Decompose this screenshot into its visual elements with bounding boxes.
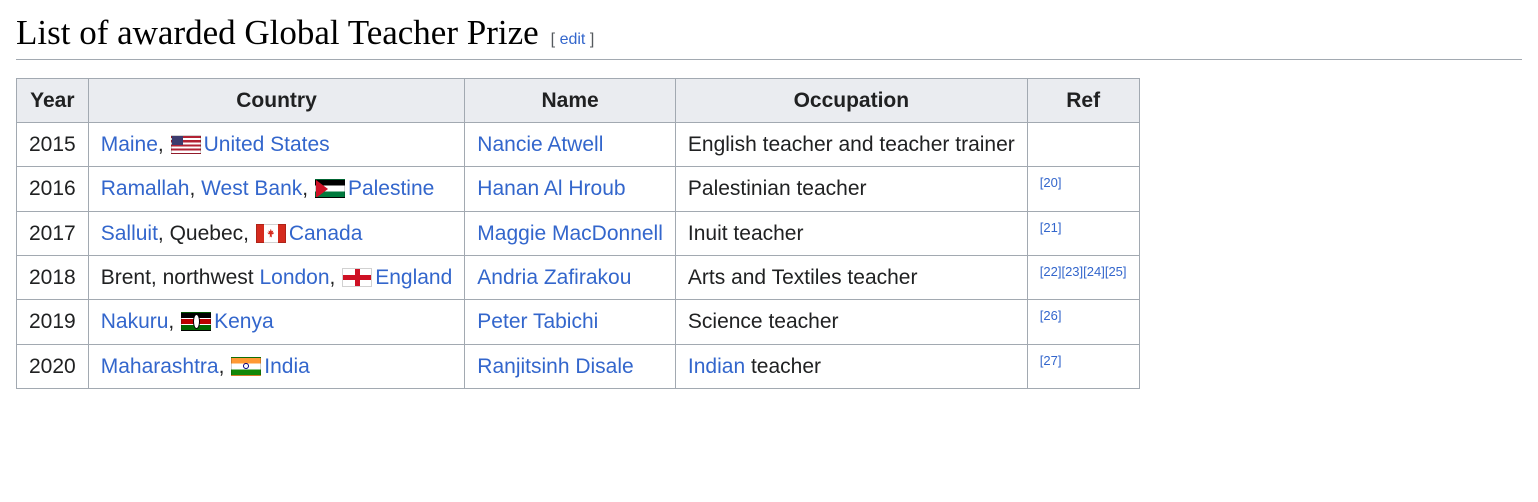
country-link[interactable]: Palestine bbox=[347, 177, 435, 201]
reference-link[interactable]: [22] bbox=[1039, 264, 1062, 280]
country-link[interactable]: Ramallah bbox=[100, 177, 190, 201]
country-link[interactable]: India bbox=[264, 354, 310, 378]
reference-marker bbox=[1061, 264, 1083, 279]
reference-marker bbox=[1105, 264, 1127, 279]
laureate-name-link[interactable]: Ranjitsinh Disale bbox=[477, 354, 634, 378]
table-row bbox=[17, 211, 1140, 255]
reference-link[interactable]: [24] bbox=[1083, 264, 1105, 280]
table-row bbox=[17, 300, 1140, 344]
country-text: , bbox=[168, 310, 181, 334]
flag-ps-icon bbox=[315, 179, 345, 198]
occupation-text: teacher bbox=[745, 354, 822, 378]
flag-us-icon bbox=[171, 135, 201, 154]
cell-country bbox=[88, 211, 465, 255]
cell-occupation bbox=[675, 167, 1027, 211]
cell-country bbox=[88, 256, 465, 300]
cell-year: 2019 bbox=[17, 300, 89, 344]
country-link[interactable]: Maharashtra bbox=[100, 354, 219, 378]
cell-ref bbox=[1027, 122, 1139, 166]
section-heading bbox=[16, 14, 1522, 60]
reference-marker bbox=[1083, 264, 1105, 279]
laureate-name-link[interactable]: Peter Tabichi bbox=[477, 310, 599, 334]
edit-link[interactable]: edit bbox=[559, 31, 586, 48]
cell-name bbox=[465, 344, 676, 388]
country-link[interactable]: London bbox=[259, 266, 330, 290]
reference-marker bbox=[1040, 353, 1062, 368]
flag-in-icon bbox=[231, 357, 261, 376]
occupation-text: Science teacher bbox=[687, 310, 839, 334]
table-body bbox=[17, 122, 1140, 388]
cell-occupation bbox=[675, 256, 1027, 300]
table-header bbox=[17, 78, 1140, 122]
reference-link[interactable]: [25] bbox=[1104, 264, 1127, 280]
cell-country bbox=[88, 300, 465, 344]
reference-marker bbox=[1040, 264, 1062, 279]
flag-ca-icon bbox=[256, 224, 286, 243]
column-header-occupation: Occupation bbox=[675, 78, 1027, 122]
reference-link[interactable]: [27] bbox=[1039, 352, 1062, 368]
edit-section-link bbox=[551, 31, 595, 49]
cell-name bbox=[465, 211, 676, 255]
column-header-country: Country bbox=[88, 78, 465, 122]
country-text: , bbox=[157, 132, 170, 156]
column-header-year: Year bbox=[17, 78, 89, 122]
column-header-ref: Ref bbox=[1027, 78, 1139, 122]
laureate-name-link[interactable]: Nancie Atwell bbox=[477, 132, 604, 156]
page-title: List of awarded Global Teacher Prize bbox=[16, 13, 539, 52]
laureate-name-link[interactable]: Andria Zafirakou bbox=[477, 266, 632, 290]
cell-year: 2018 bbox=[17, 256, 89, 300]
country-text: , bbox=[329, 266, 342, 290]
occupation-text: Palestinian teacher bbox=[687, 177, 867, 201]
country-text: , Quebec, bbox=[157, 221, 255, 245]
reference-link[interactable]: [20] bbox=[1039, 175, 1062, 191]
flag-en-icon bbox=[342, 268, 372, 287]
occupation-link[interactable]: Indian bbox=[687, 354, 746, 378]
reference-link[interactable]: [26] bbox=[1039, 308, 1062, 324]
country-text: Brent, northwest bbox=[100, 266, 260, 290]
table-row bbox=[17, 344, 1140, 388]
cell-ref bbox=[1027, 344, 1139, 388]
country-text: , bbox=[302, 177, 314, 201]
occupation-text: Inuit teacher bbox=[687, 221, 804, 245]
cell-name bbox=[465, 122, 676, 166]
edit-bracket-open: [ bbox=[550, 31, 556, 48]
country-text: , bbox=[218, 354, 231, 378]
cell-name bbox=[465, 256, 676, 300]
reference-marker bbox=[1040, 175, 1062, 190]
country-link[interactable]: England bbox=[375, 266, 453, 290]
laureate-name-link[interactable]: Hanan Al Hroub bbox=[477, 177, 626, 201]
reference-marker bbox=[1040, 308, 1062, 323]
country-text: , bbox=[189, 177, 202, 201]
cell-occupation bbox=[675, 211, 1027, 255]
country-link[interactable]: Salluit bbox=[100, 221, 158, 245]
cell-name bbox=[465, 167, 676, 211]
awarded-prize-table bbox=[16, 78, 1140, 390]
cell-occupation bbox=[675, 344, 1027, 388]
cell-country bbox=[88, 167, 465, 211]
country-link[interactable]: United States bbox=[203, 132, 330, 156]
reference-marker bbox=[1040, 220, 1062, 235]
country-link[interactable]: Nakuru bbox=[100, 310, 169, 334]
table-row bbox=[17, 256, 1140, 300]
country-link[interactable]: Kenya bbox=[214, 310, 274, 334]
cell-ref bbox=[1027, 256, 1139, 300]
cell-occupation bbox=[675, 300, 1027, 344]
country-link[interactable]: Maine bbox=[100, 132, 158, 156]
cell-name bbox=[465, 300, 676, 344]
cell-year: 2015 bbox=[17, 122, 89, 166]
cell-year: 2020 bbox=[17, 344, 89, 388]
reference-link[interactable]: [21] bbox=[1039, 219, 1062, 235]
cell-ref bbox=[1027, 300, 1139, 344]
cell-occupation bbox=[675, 122, 1027, 166]
table-header-row bbox=[17, 78, 1140, 122]
cell-year: 2016 bbox=[17, 167, 89, 211]
cell-country bbox=[88, 344, 465, 388]
laureate-name-link[interactable]: Maggie MacDonnell bbox=[477, 221, 663, 245]
cell-year: 2017 bbox=[17, 211, 89, 255]
column-header-name: Name bbox=[465, 78, 676, 122]
reference-link[interactable]: [23] bbox=[1061, 264, 1084, 280]
occupation-text: English teacher and teacher trainer bbox=[687, 132, 1015, 156]
cell-country bbox=[88, 122, 465, 166]
table-row bbox=[17, 122, 1140, 166]
edit-bracket-close: ] bbox=[589, 31, 595, 48]
cell-ref bbox=[1027, 211, 1139, 255]
cell-ref bbox=[1027, 167, 1139, 211]
country-link[interactable]: Canada bbox=[288, 221, 363, 245]
country-link[interactable]: West Bank bbox=[201, 177, 303, 201]
flag-ke-icon bbox=[181, 312, 211, 331]
occupation-text: Arts and Textiles teacher bbox=[687, 266, 918, 290]
table-row bbox=[17, 167, 1140, 211]
